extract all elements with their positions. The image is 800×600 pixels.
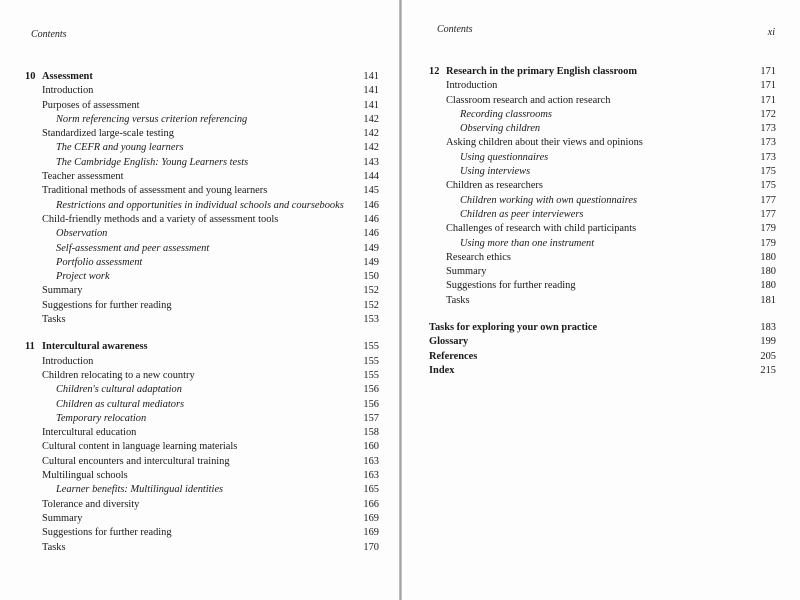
page-number: 163 bbox=[363, 470, 379, 482]
chapter-title-cell bbox=[429, 65, 752, 79]
chapter-number: 11 bbox=[25, 341, 35, 353]
page-number: 215 bbox=[760, 364, 776, 376]
entry-title: Children as cultural mediators bbox=[56, 398, 185, 410]
entry-title: Children as peer interviewers bbox=[460, 208, 584, 220]
chapter-title: Assessment bbox=[42, 71, 93, 82]
toc-subsection bbox=[25, 227, 379, 241]
toc-section bbox=[429, 179, 776, 193]
page-number: 141 bbox=[363, 71, 379, 82]
entry-title: Tasks bbox=[42, 314, 66, 326]
chapter-number: 10 bbox=[25, 71, 36, 82]
page-folio: xi bbox=[767, 27, 775, 38]
page-number: 156 bbox=[363, 398, 379, 410]
toc-section bbox=[25, 369, 379, 383]
toc-section bbox=[25, 526, 379, 540]
page-number: 155 bbox=[363, 341, 379, 353]
page-number: 183 bbox=[760, 322, 776, 334]
page-number: 144 bbox=[363, 171, 379, 183]
back-matter-entry bbox=[429, 335, 776, 349]
page-number: 152 bbox=[363, 285, 379, 297]
entry-title: Self-assessment and peer assessment bbox=[56, 242, 210, 254]
toc-subsection bbox=[25, 483, 379, 497]
right-page bbox=[402, 0, 800, 600]
back-matter-entry bbox=[429, 350, 776, 364]
toc-section bbox=[429, 94, 776, 108]
page-number: 142 bbox=[363, 142, 379, 154]
entry-title: The CEFR and young learners bbox=[56, 142, 184, 154]
chapter-title: Research in the primary English classroom bbox=[446, 66, 637, 77]
toc-section bbox=[429, 222, 776, 236]
toc-subsection bbox=[429, 108, 776, 122]
page-number: 158 bbox=[363, 427, 379, 439]
page-number: 180 bbox=[760, 280, 776, 292]
page-number: 150 bbox=[363, 271, 379, 283]
page-number: 179 bbox=[760, 223, 776, 235]
entry-title: Recording classrooms bbox=[460, 108, 552, 120]
toc-subsection bbox=[25, 141, 379, 155]
toc-section bbox=[25, 426, 379, 440]
entry-title: Restrictions and opportunities in individual schools and coursebooks bbox=[56, 199, 344, 211]
toc-subsection bbox=[429, 122, 776, 136]
back-matter-entry bbox=[429, 364, 776, 378]
entry-title: Suggestions for further reading bbox=[42, 527, 172, 539]
entry-title: Learner benefits: Multilingual identities bbox=[56, 484, 224, 496]
entry-title: Children's cultural adaptation bbox=[56, 384, 182, 396]
page-number: 169 bbox=[363, 512, 379, 524]
toc-section bbox=[25, 469, 379, 483]
running-head-right: Contents bbox=[437, 24, 473, 35]
toc-section bbox=[25, 184, 379, 198]
toc-section bbox=[25, 355, 379, 369]
toc-section bbox=[25, 213, 379, 227]
toc-subsection bbox=[25, 199, 379, 213]
toc-section bbox=[25, 127, 379, 141]
page-number: 149 bbox=[363, 242, 379, 254]
page-number: 179 bbox=[760, 237, 776, 249]
toc-subsection bbox=[25, 383, 379, 397]
entry-title: Observation bbox=[56, 228, 108, 240]
entry-title: Using interviews bbox=[460, 166, 531, 178]
entry-title: Index bbox=[429, 364, 455, 376]
page-number: 142 bbox=[363, 113, 379, 125]
toc-subsection bbox=[25, 398, 379, 412]
chapter-number: 12 bbox=[429, 66, 440, 77]
entry-title: Introduction bbox=[446, 80, 498, 92]
chapter-heading bbox=[25, 340, 379, 354]
toc-section bbox=[25, 313, 379, 327]
toc-subsection bbox=[429, 208, 776, 222]
entry-title: Observing children bbox=[460, 123, 541, 135]
page-number: 180 bbox=[760, 251, 776, 263]
chapter-heading bbox=[429, 65, 776, 79]
toc-section bbox=[25, 512, 379, 526]
page-number: 155 bbox=[363, 355, 379, 367]
toc-subsection bbox=[429, 194, 776, 208]
entry-title: Using more than one instrument bbox=[460, 237, 595, 249]
entry-title: Summary bbox=[446, 266, 487, 278]
page-number: 146 bbox=[363, 228, 379, 240]
entry-title: Children relocating to a new country bbox=[42, 369, 195, 381]
page-number: 142 bbox=[363, 128, 379, 140]
entry-title: Summary bbox=[42, 512, 83, 524]
page-number: 177 bbox=[760, 194, 776, 206]
entry-title: Suggestions for further reading bbox=[446, 280, 576, 292]
page-number: 171 bbox=[760, 80, 776, 92]
toc-section bbox=[429, 265, 776, 279]
page-number: 180 bbox=[760, 266, 776, 278]
page-number: 149 bbox=[363, 256, 379, 268]
page-number: 157 bbox=[363, 412, 379, 424]
page-number: 152 bbox=[363, 299, 379, 311]
entry-title: Traditional methods of assessment and young learners bbox=[42, 185, 268, 197]
toc-section bbox=[25, 284, 379, 298]
toc-subsection bbox=[25, 256, 379, 270]
entry-title: Introduction bbox=[42, 355, 94, 367]
entry-title: Child-friendly methods and a variety of assessment tools bbox=[42, 213, 279, 225]
entry-title: Intercultural education bbox=[42, 427, 137, 439]
page-number: 171 bbox=[760, 94, 776, 106]
entry-title: Cultural content in language learning materials bbox=[42, 441, 238, 453]
toc-section bbox=[25, 84, 379, 98]
page-number: 181 bbox=[760, 294, 776, 306]
toc-section bbox=[429, 279, 776, 293]
toc-subsection bbox=[25, 270, 379, 284]
toc-subsection bbox=[429, 165, 776, 179]
entry-title: Asking children about their views and opinions bbox=[446, 137, 643, 149]
entry-title: Children working with own questionnaires bbox=[460, 194, 638, 206]
entry-title: The Cambridge English: Young Learners tests bbox=[56, 156, 249, 168]
chapter-gap bbox=[25, 327, 379, 340]
page-number: 146 bbox=[363, 213, 379, 225]
page-number: 155 bbox=[363, 369, 379, 381]
toc-section bbox=[25, 541, 379, 555]
entry-title: Purposes of assessment bbox=[42, 99, 140, 111]
entry-title: Standardized large-scale testing bbox=[42, 128, 174, 140]
page-number: 143 bbox=[363, 156, 379, 168]
page-number: 141 bbox=[363, 99, 379, 111]
toc-section bbox=[25, 170, 379, 184]
toc-section bbox=[429, 294, 776, 308]
page-number: 205 bbox=[760, 350, 776, 362]
page-number: 169 bbox=[363, 527, 379, 539]
toc-section bbox=[25, 99, 379, 113]
toc-section bbox=[25, 498, 379, 512]
toc-subsection bbox=[25, 412, 379, 426]
page-number: 156 bbox=[363, 384, 379, 396]
entry-title: Multilingual schools bbox=[42, 470, 128, 482]
chapter-title: Intercultural awareness bbox=[42, 341, 148, 353]
entry-title: Tolerance and diversity bbox=[42, 498, 140, 510]
page-number: 166 bbox=[363, 498, 379, 510]
entry-title: Children as researchers bbox=[446, 180, 543, 192]
page-number: 173 bbox=[760, 151, 776, 163]
page-number: 163 bbox=[363, 455, 379, 467]
page-number: 165 bbox=[363, 484, 379, 496]
entry-title: References bbox=[429, 350, 478, 362]
entry-title: Summary bbox=[42, 285, 83, 297]
running-head-left: Contents bbox=[31, 29, 67, 40]
back-matter-entry bbox=[429, 321, 776, 335]
entry-title: Norm referencing versus criterion referencing bbox=[56, 113, 248, 125]
page-number: 171 bbox=[760, 66, 776, 77]
toc-subsection bbox=[25, 242, 379, 256]
toc-section bbox=[429, 136, 776, 150]
toc-section bbox=[25, 440, 379, 454]
entry-title: Using questionnaires bbox=[460, 151, 549, 163]
chapter-title-cell bbox=[25, 340, 355, 354]
page-number: 173 bbox=[760, 137, 776, 149]
page-number: 145 bbox=[363, 185, 379, 197]
entry-title: Temporary relocation bbox=[56, 412, 147, 424]
page-number: 153 bbox=[363, 314, 379, 326]
entry-title: Project work bbox=[56, 271, 110, 283]
page-number: 146 bbox=[363, 199, 379, 211]
toc-left bbox=[25, 70, 379, 555]
entry-title: Glossary bbox=[429, 336, 469, 348]
page-number: 175 bbox=[760, 166, 776, 178]
entry-title: Tasks bbox=[446, 294, 470, 306]
entry-title: Tasks bbox=[42, 541, 66, 553]
entry-title: Teacher assessment bbox=[42, 171, 124, 183]
toc-right bbox=[429, 65, 776, 378]
page-number: 170 bbox=[363, 541, 379, 553]
toc-subsection bbox=[25, 113, 379, 127]
section-gap bbox=[429, 308, 776, 321]
toc-section bbox=[25, 455, 379, 469]
entry-title: Portfolio assessment bbox=[56, 256, 143, 268]
entry-title: Suggestions for further reading bbox=[42, 299, 172, 311]
entry-title: Cultural encounters and intercultural training bbox=[42, 455, 230, 467]
entry-title: Classroom research and action research bbox=[446, 94, 611, 106]
toc-section bbox=[429, 79, 776, 93]
toc-subsection bbox=[429, 237, 776, 251]
toc-subsection bbox=[429, 151, 776, 165]
entry-title: Challenges of research with child participants bbox=[446, 223, 637, 235]
chapter-heading bbox=[25, 70, 379, 84]
page-number: 199 bbox=[760, 336, 776, 348]
page-number: 172 bbox=[760, 108, 776, 120]
toc-section bbox=[429, 251, 776, 265]
page-number: 177 bbox=[760, 208, 776, 220]
entry-title: Tasks for exploring your own practice bbox=[429, 322, 598, 334]
page-number: 160 bbox=[363, 441, 379, 453]
page-number: 175 bbox=[760, 180, 776, 192]
toc-subsection bbox=[25, 156, 379, 170]
toc-section bbox=[25, 299, 379, 313]
page-number: 141 bbox=[363, 85, 379, 97]
left-page bbox=[0, 0, 399, 600]
entry-title: Research ethics bbox=[446, 251, 511, 263]
chapter-title-cell bbox=[25, 70, 355, 84]
page-number: 173 bbox=[760, 123, 776, 135]
entry-title: Introduction bbox=[42, 85, 94, 97]
